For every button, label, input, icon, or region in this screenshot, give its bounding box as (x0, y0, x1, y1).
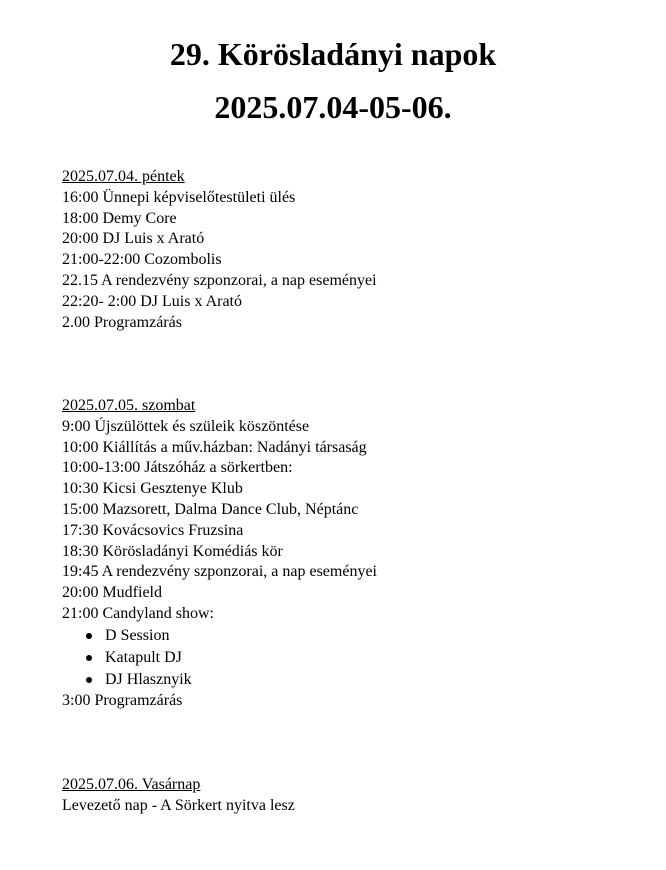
day-section-saturday (62, 396, 622, 712)
program-item: 20:00 Mudfield (62, 584, 162, 602)
bullet-icon (86, 655, 92, 661)
day-heading: 2025.07.05. szombat (62, 397, 196, 414)
program-item: 15:00 Mazsorett, Dalma Dance Club, Néptánc (62, 500, 359, 518)
program-item: Levezető nap - A Sörkert nyitva lesz (62, 796, 295, 814)
program-item: 2.00 Programzárás (62, 313, 182, 331)
document-date-range: 2025.07.04-05-06. (214, 89, 452, 125)
program-closing: 3:00 Programzárás (62, 691, 183, 709)
bullet-icon (86, 677, 92, 683)
performer-list (62, 625, 622, 691)
performer-name: D Session (105, 626, 170, 644)
list-item (62, 625, 622, 647)
program-item: 18:30 Körösladányi Komédiás kör (62, 542, 283, 560)
program-item: 22:20- 2:00 DJ Luis x Arató (62, 292, 242, 310)
program-item: 10:30 Kicsi Gesztenye Klub (62, 480, 243, 498)
program-item: 16:00 Ünnepi képviselőtestületi ülés (62, 188, 296, 206)
list-item (62, 669, 622, 691)
performer-name: Katapult DJ (105, 648, 182, 666)
program-item: 10:00-13:00 Játszóház a sörkertben: (62, 459, 293, 477)
program-item: 18:00 Demy Core (62, 209, 177, 227)
program-item: 21:00 Candyland show: (62, 604, 214, 622)
day-section-sunday (62, 775, 622, 817)
performer-name: DJ Hlasznyik (105, 670, 192, 688)
program-item: 22.15 A rendezvény szponzorai, a nap eseményei (62, 271, 377, 289)
program-item: 9:00 Újszülöttek és szüleik köszöntése (62, 417, 310, 435)
program-item: 20:00 DJ Luis x Arató (62, 230, 205, 248)
day-heading: 2025.07.06. Vasárnap (62, 776, 201, 793)
program-item: 19:45 A rendezvény szponzorai, a nap eseményei (62, 563, 377, 581)
document-title: 29. Körösladányi napok (169, 36, 497, 72)
day-heading: 2025.07.04. péntek (62, 168, 185, 185)
program-item: 10:00 Kiállítás a műv.házban: Nadányi társaság (62, 438, 367, 456)
program-item: 17:30 Kovácsovics Fruzsina (62, 521, 244, 539)
day-section-friday (62, 167, 622, 333)
bullet-icon (86, 633, 92, 639)
list-item (62, 647, 622, 669)
program-item: 21:00-22:00 Cozombolis (62, 251, 222, 269)
